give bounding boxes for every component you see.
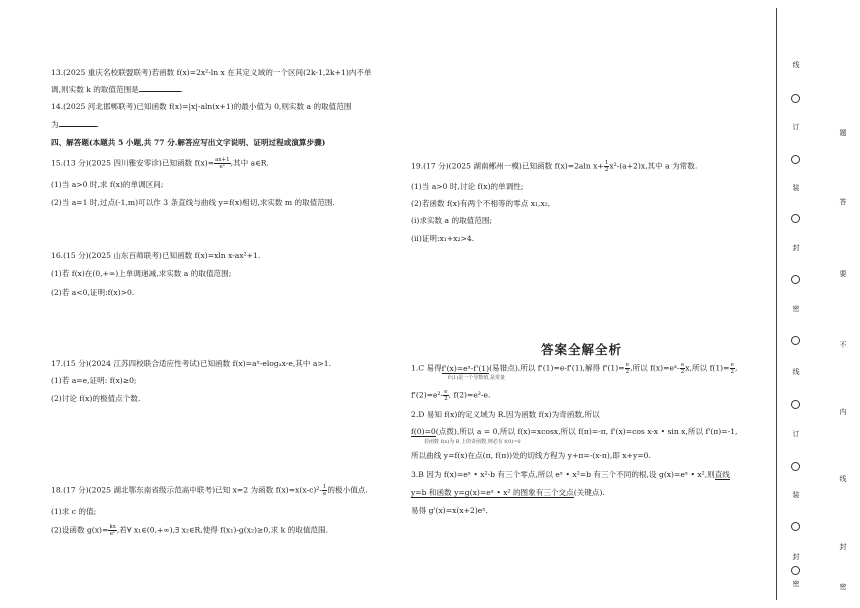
binding-circle-icon xyxy=(791,522,800,531)
answer-3-line1: 3.B 因为 f(x)=eˣ • x²-b 有三个零点,所以 eˣ • x²=b 有三个不同的根,设 g(x)=eˣ • x²,则直线 xyxy=(411,470,730,479)
answer-3-line3: 易得 g'(x)=x(x+2)eˣ. xyxy=(411,506,488,515)
binding-char: 订 xyxy=(792,430,800,438)
q15-part2: (2)当 a=1 时,过点(-1,m)可以作 3 条直线与曲线 y=f(x)相切,求实数 m 的取值范围. xyxy=(51,198,335,207)
binding-char: 封 xyxy=(792,244,800,252)
answer-2-line2: f(0)=0(点拨),所以 a = 0,所以 f(x)=xcosx,所以 f(π)=-π, f'(x)=cos x-x • sin x,所以 f'(π)=-1, xyxy=(411,427,738,436)
answer-blank[interactable] xyxy=(139,91,181,92)
binding-circle-icon xyxy=(791,566,800,575)
q19-stem: 19.(17 分)(2025 湖南郴州一模)已知函数 f(x)=2aln x+ $\frac{1}{2}$ x²-(a+2)x,其中 a 为常数. xyxy=(411,160,698,173)
binding-circle-icon xyxy=(791,94,800,103)
q17-stem: 17.(15 分)(2024 江苏四校联合适应性考试)已知函数 f(x)=aˣ-elogₐx-e,其中 a>1. xyxy=(51,359,331,368)
binding-char: 密 xyxy=(792,580,800,588)
binding-char: 内 xyxy=(839,408,847,416)
binding-char: 密 xyxy=(839,583,847,591)
binding-circle-icon xyxy=(791,462,800,471)
answer-1-line1: 1.C 易得f'(x)=eˣ-f'(1)(易错点),所以 f'(1)=e-f'(1),解得 f'(1)= $\frac{e}{2}$ ,所以 f(x)=eˣ- $\frac{e}{2}$ x,所以 f(1)= $\frac{e}{2}$ , xyxy=(411,362,738,375)
q15-part1: (1)当 a>0 时,求 f(x)的单调区间; xyxy=(51,180,164,189)
q19-part2: (2)若函数 f(x)有两个不相等的零点 x₁,x₂, xyxy=(411,199,551,208)
binding-line xyxy=(776,8,777,600)
binding-circle-icon xyxy=(791,214,800,223)
fraction: $\frac{e}{2}$ xyxy=(625,362,630,375)
q18-part1: (1)求 c 的值; xyxy=(51,507,97,516)
binding-char: 答 xyxy=(839,198,847,206)
binding-char: 装 xyxy=(792,184,800,192)
fraction: $\frac{e}{2}$ xyxy=(730,362,734,375)
q17-part2: (2)讨论 f(x)的极值点个数. xyxy=(51,394,141,403)
answer-3-line2: y=b 和函数 y=g(x)=eˣ • x² 的图象有三个交点(关键点). xyxy=(411,488,605,497)
q13-line2: 调,则实数 k 的取值范围是 . xyxy=(51,85,184,94)
q14-line2: 为 . xyxy=(51,120,100,129)
q14-line1: 14.(2025 河北邯郸联考)已知函数 f(x)=|x|-aln(x+1)的最小值为 0,则实数 a 的取值范围 xyxy=(51,102,352,111)
section-4-heading: 四、解答题(本题共 5 小题,共 77 分.解答应写出文字说明、证明过程或演算步骤) xyxy=(51,138,326,147)
q16-part1: (1)若 f(x)在(0,+∞)上单调递减,求实数 a 的取值范围; xyxy=(51,269,232,278)
answer-1-line2: f'(2)=e²- $\frac{e}{2}$ , f(2)=e²-e. xyxy=(411,389,491,402)
q13-line1: 13.(2025 重庆名校联盟联考)若函数 f(x)=2x²-ln x 在其定义域的一个区间(2k-1,2k+1)内不单 xyxy=(51,68,372,77)
binding-char: 订 xyxy=(792,123,800,131)
q19-part2-i: (i)求实数 a 的取值范围; xyxy=(411,216,493,225)
binding-circle-icon xyxy=(791,275,800,284)
q15-stem: 15.(13 分)(2025 四川雅安零诊)已知函数 f(x)= $\frac{ax+1}{\text{eˣ}}$ ,其中 a∈R. xyxy=(51,157,269,170)
q17-part1: (1)若 a=e,证明: f(x)≥0; xyxy=(51,376,137,385)
q19-part1: (1)当 a>0 时,讨论 f(x)的单调性; xyxy=(411,182,524,191)
answer-section-title: 答案全解全析 xyxy=(541,342,623,357)
fraction: $\frac{e}{2}$ xyxy=(680,362,685,375)
fraction: $\frac{ax+1}{\text{eˣ}}$ xyxy=(215,157,230,170)
fraction: $\frac{1}{e}$ xyxy=(322,484,327,497)
q16-part2: (2)若 a<0,证明:f(x)>0. xyxy=(51,288,135,297)
binding-char: 线 xyxy=(792,368,800,376)
answer-blank[interactable] xyxy=(59,126,97,127)
answer-2-line1: 2.D 易知 f(x)的定义域为 R.因为函数 f(x)为奇函数,所以 xyxy=(411,410,600,419)
binding-char: 要 xyxy=(839,270,847,278)
q16-stem: 16.(15 分)(2025 山东百师联考)已知函数 f(x)=xln x-ax²+1. xyxy=(51,251,261,260)
binding-circle-icon xyxy=(791,155,800,164)
binding-char: 装 xyxy=(792,491,800,499)
binding-circle-icon xyxy=(791,400,800,409)
binding-char: 封 xyxy=(839,543,847,551)
fraction: $\frac{1}{2}$ xyxy=(604,160,609,173)
fraction: $\frac{kx}{\text{eˣ}}$ xyxy=(109,524,116,537)
q18-stem: 18.(17 分)(2025 湖北鄂东南省级示范高中联考)已知 x=2 为函数 f(x)=x(x-c)²- $\frac{1}{e}$ 的极小值点. xyxy=(51,484,368,497)
answer-2-note: 若函数 f(x)为 R 上的奇函数,则必有 f(0)=0 xyxy=(424,439,521,445)
binding-char: 密 xyxy=(792,305,800,313)
q18-part2: (2)设函数 g(x)= $\frac{kx}{\text{eˣ}}$ ,若∀ x₁∈(0,+∞),∃ x₂∈R,使得 f(x₁)-g(x₂)≥0,求 k 的取值范围. xyxy=(51,524,329,537)
binding-char: 线 xyxy=(839,475,847,483)
binding-char: 题 xyxy=(839,129,847,137)
answer-1-note: f'(1)是一个导数值,是常量 xyxy=(448,375,505,381)
fraction: $\frac{e}{2}$ xyxy=(444,389,448,402)
binding-char: 不 xyxy=(839,341,847,349)
binding-char: 线 xyxy=(792,61,800,69)
q19-part2-ii: (ii)证明:x₁+x₂>4. xyxy=(411,234,475,243)
binding-char: 封 xyxy=(792,553,800,561)
answer-2-line3: 所以曲线 y=f(x)在点(π, f(π))处的切线方程为 y+π=-(x-π),即 x+y=0. xyxy=(411,451,651,460)
binding-circle-icon xyxy=(791,336,800,345)
